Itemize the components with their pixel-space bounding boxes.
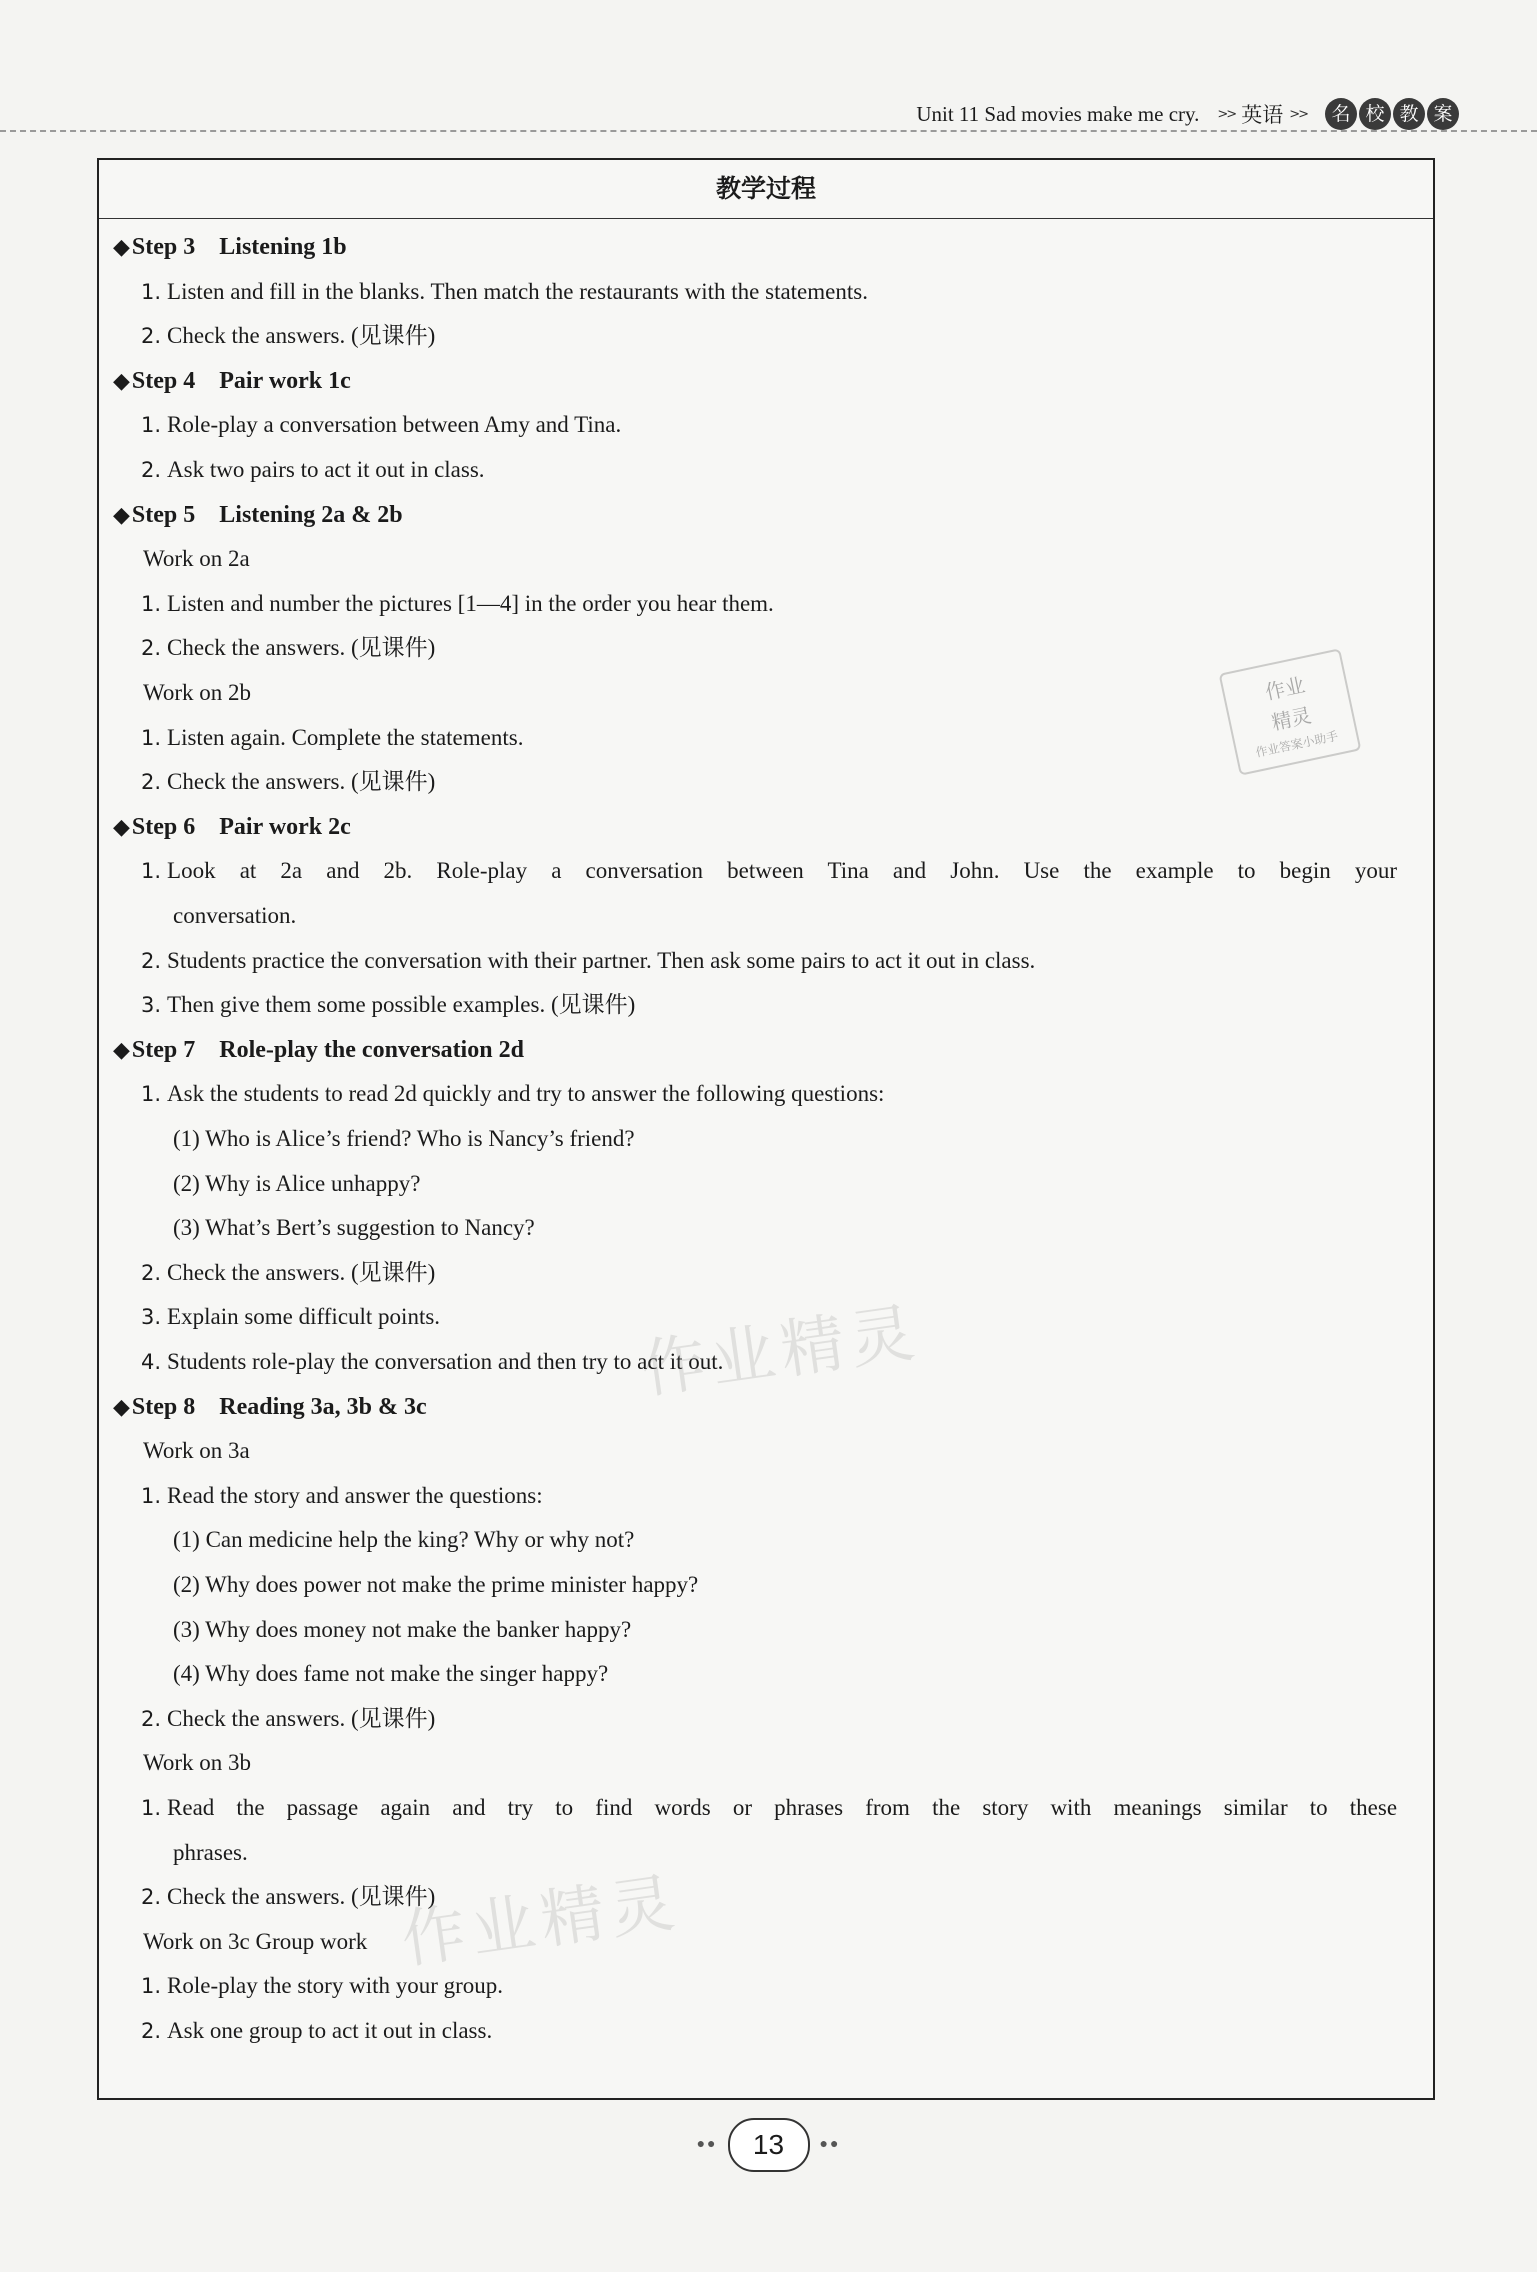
item-text: Students role-play the conversation and then try to act it out. (167, 1349, 724, 1374)
numbered-item (141, 584, 774, 624)
step-label: Step 3 (131, 234, 196, 260)
step-title: Role-play the conversation 2d (219, 1036, 524, 1063)
step-label: Step 6 (131, 813, 196, 840)
brand-logo (1325, 98, 1459, 130)
item-number: 1. (141, 859, 162, 884)
page-number: 13 (728, 2118, 810, 2172)
step-label: Step 5 (131, 501, 196, 528)
brand-char: 名 (1325, 98, 1357, 130)
item-number: 1. (141, 725, 162, 750)
subject-text: 英语 (1241, 103, 1284, 127)
numbered-item (141, 1788, 1397, 1828)
item-number: 3. (141, 1305, 162, 1330)
question-item: (4) Why does fame not make the singer happy? (173, 1661, 609, 1687)
item-number: 1. (141, 1082, 162, 1107)
numbered-item (141, 1342, 723, 1382)
item-text: Then give them some possible examples. (见课件) (167, 992, 636, 1018)
step-heading (113, 1387, 427, 1427)
item-number: 2. (141, 770, 162, 795)
item-text: Check the answers. (见课件) (167, 635, 436, 661)
numbered-item (141, 1877, 435, 1917)
item-number: 1. (141, 1974, 162, 1999)
item-number: 2. (141, 1706, 162, 1731)
diamond-icon: ◆ (113, 502, 130, 528)
item-text: Role-play a conversation between Amy and Tina. (167, 412, 622, 438)
page-header (916, 96, 1459, 132)
item-number: 2. (141, 1885, 162, 1910)
item-text: Check the answers. (见课件) (167, 769, 436, 795)
step-title: Listening 1b (219, 234, 347, 260)
continuation-text: phrases. (173, 1839, 248, 1865)
arrows-right-icon: >> (1289, 106, 1307, 122)
numbered-item (141, 316, 435, 356)
item-text: Check the answers. (见课件) (167, 323, 436, 349)
brand-char: 校 (1359, 98, 1391, 130)
step-label: Step 4 (131, 367, 196, 394)
item-text: Ask two pairs to act it out in class. (167, 457, 485, 482)
step-heading (113, 361, 351, 401)
step-heading (113, 227, 347, 267)
subject-label (1217, 99, 1307, 129)
stamp-line: 作业答案小助手 (1254, 728, 1340, 760)
question-item: (2) Why does power not make the prime minister happy? (173, 1572, 699, 1597)
step-title: Pair work 2c (219, 813, 351, 840)
work-on-label: Work on 2a (143, 546, 250, 572)
step-title: Reading 3a, 3b & 3c (219, 1393, 427, 1420)
brand-char: 教 (1393, 98, 1425, 130)
numbered-item (141, 941, 1035, 981)
numbered-item (141, 1297, 440, 1337)
item-text: Check the answers. (见课件) (167, 1705, 436, 1731)
numbered-item (141, 2011, 492, 2051)
work-on-label: Work on 3c Group work (143, 1928, 368, 1954)
diamond-icon: ◆ (113, 1394, 130, 1420)
unit-title: Unit 11 Sad movies make me cry. (916, 101, 1200, 126)
numbered-item (141, 272, 868, 312)
box-title: 教学过程 (99, 160, 1433, 219)
item-text: Look at 2a and 2b. Role-play a conversation between Tina and John. Use the example to begin your (167, 858, 1398, 884)
item-number: 2. (141, 324, 162, 349)
question-item: (2) Why is Alice unhappy? (173, 1170, 421, 1196)
step-label: Step 8 (131, 1393, 196, 1420)
item-text: Listen and fill in the blanks. Then match the restaurants with the statements. (167, 278, 868, 304)
item-text: Role-play the story with your group. (167, 1973, 504, 1999)
step-title: Listening 2a & 2b (219, 501, 403, 528)
page-number-area (0, 2118, 1537, 2172)
step-title: Pair work 1c (219, 367, 351, 394)
item-text: Check the answers. (见课件) (167, 1259, 436, 1285)
numbered-item (141, 1476, 543, 1516)
numbered-item (141, 1074, 884, 1114)
numbered-item (141, 450, 485, 490)
numbered-item (141, 851, 1397, 891)
numbered-item (141, 1253, 435, 1293)
item-number: 2. (141, 948, 162, 973)
diamond-icon: ◆ (113, 235, 130, 260)
item-text: Ask the students to read 2d quickly and try to answer the following questions: (167, 1081, 885, 1107)
arrows-left-icon: >> (1217, 106, 1236, 122)
numbered-item (141, 405, 621, 445)
diamond-icon: ◆ (113, 814, 130, 840)
work-on-label: Work on 3b (143, 1750, 252, 1776)
diamond-icon: ◆ (113, 368, 130, 394)
stamp-line: 作业 (1262, 672, 1308, 705)
question-item: (1) Who is Alice’s friend? Who is Nancy’s friend? (173, 1126, 635, 1151)
brand-char: 案 (1427, 98, 1459, 130)
item-text: Students practice the conversation with their partner. Then ask some pairs to act it out in class. (167, 947, 1036, 973)
step-label: Step 7 (131, 1036, 196, 1063)
diamond-icon: ◆ (113, 1037, 130, 1063)
item-number: 1. (141, 591, 162, 616)
continuation-text: conversation. (173, 903, 297, 928)
item-number: 1. (141, 1483, 162, 1508)
question-item: (3) Why does money not make the banker happy? (173, 1616, 632, 1642)
numbered-item (141, 985, 635, 1025)
item-text: Ask one group to act it out in class. (167, 2018, 493, 2043)
dots-icon: ●● (819, 2137, 841, 2152)
numbered-item (141, 718, 523, 758)
numbered-item (141, 762, 435, 802)
item-number: 1. (141, 279, 162, 304)
item-number: 2. (141, 636, 162, 661)
step-heading (113, 1030, 524, 1070)
item-number: 3. (141, 993, 162, 1018)
step-heading (113, 495, 403, 535)
item-number: 2. (141, 458, 162, 482)
question-item: (3) What’s Bert’s suggestion to Nancy? (173, 1215, 535, 1241)
numbered-item (141, 1699, 435, 1739)
item-text: Read the story and answer the questions: (167, 1482, 543, 1508)
item-number: 1. (141, 413, 162, 438)
item-number: 4. (141, 1350, 162, 1374)
item-text: Read the passage again and try to find words or phrases from the story with meanings similar to these (167, 1795, 1398, 1820)
item-text: Explain some difficult points. (167, 1304, 441, 1330)
step-heading (113, 807, 351, 847)
numbered-item (141, 1966, 503, 2006)
item-text: Listen again. Complete the statements. (167, 724, 524, 750)
dots-icon: ●● (696, 2137, 718, 2152)
item-number: 1. (141, 1796, 162, 1820)
lesson-process-box (97, 158, 1435, 2100)
numbered-item (141, 628, 435, 668)
item-text: Check the answers. (见课件) (167, 1884, 436, 1910)
question-item: (1) Can medicine help the king? Why or why not? (173, 1527, 635, 1553)
work-on-label: Work on 2b (143, 680, 252, 705)
work-on-label: Work on 3a (143, 1438, 250, 1464)
item-text: Listen and number the pictures [1—4] in the order you hear them. (167, 590, 774, 616)
item-number: 2. (141, 1260, 162, 1285)
stamp-line: 精灵 (1269, 702, 1314, 735)
item-number: 2. (141, 2019, 162, 2043)
